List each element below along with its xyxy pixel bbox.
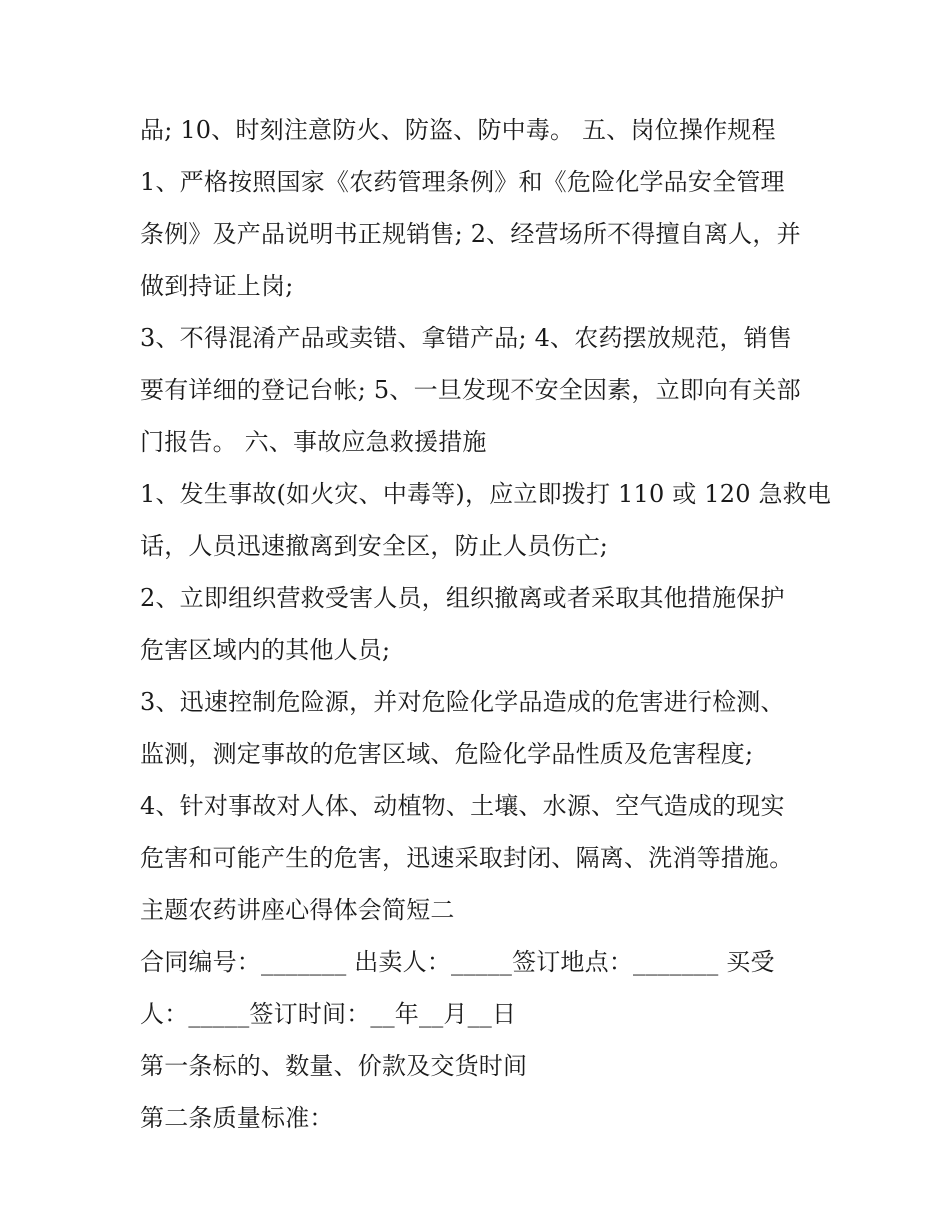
text-line: 做到持证上岗; xyxy=(140,272,294,300)
text-line: 品; 10、时刻注意防火、防盗、防中毒。 五、岗位操作规程 xyxy=(140,116,776,144)
text-line: 1、发生事故(如火灾、中毒等)，应立即拨打 110 或 120 急救电 xyxy=(140,480,832,508)
contract-clause: 第二条质量标准： xyxy=(140,1104,334,1132)
text-line: 要有详细的登记台帐; 5、一旦发现不安全因素，立即向有关部 xyxy=(140,376,801,404)
text-line: 3、不得混淆产品或卖错、拿错产品; 4、农药摆放规范，销售 xyxy=(140,324,793,352)
contract-header-line: 合同编号：_______ 出卖人：_____签订地点：_______ 买受 xyxy=(140,948,775,976)
section-heading: 主题农药讲座心得体会简短二 xyxy=(140,896,455,924)
text-line: 监测，测定事故的危害区域、危险化学品性质及危害程度; xyxy=(140,740,754,768)
contract-header-line: 人：_____签订时间：__年__月__日 xyxy=(140,1000,517,1028)
text-line: 3、迅速控制危险源，并对危险化学品造成的危害进行检测、 xyxy=(140,688,785,716)
text-line: 4、针对事故对人体、动植物、土壤、水源、空气造成的现实 xyxy=(140,792,785,820)
text-line: 门报告。 六、事故应急救援措施 xyxy=(140,428,487,456)
text-line: 危害和可能产生的危害，迅速采取封闭、隔离、洗消等措施。 xyxy=(140,844,794,872)
text-line: 危害区域内的其他人员; xyxy=(140,636,391,664)
text-line: 2、立即组织营救受害人员，组织撤离或者采取其他措施保护 xyxy=(140,584,785,612)
document-body xyxy=(140,104,830,1144)
contract-clause: 第一条标的、数量、价款及交货时间 xyxy=(140,1052,528,1080)
text-line: 话，人员迅速撤离到安全区，防止人员伤亡; xyxy=(140,532,609,560)
text-line: 条例》及产品说明书正规销售; 2、经营场所不得擅自离人，并 xyxy=(140,220,801,248)
text-line: 1、严格按照国家《农药管理条例》和《危险化学品安全管理 xyxy=(140,168,785,196)
